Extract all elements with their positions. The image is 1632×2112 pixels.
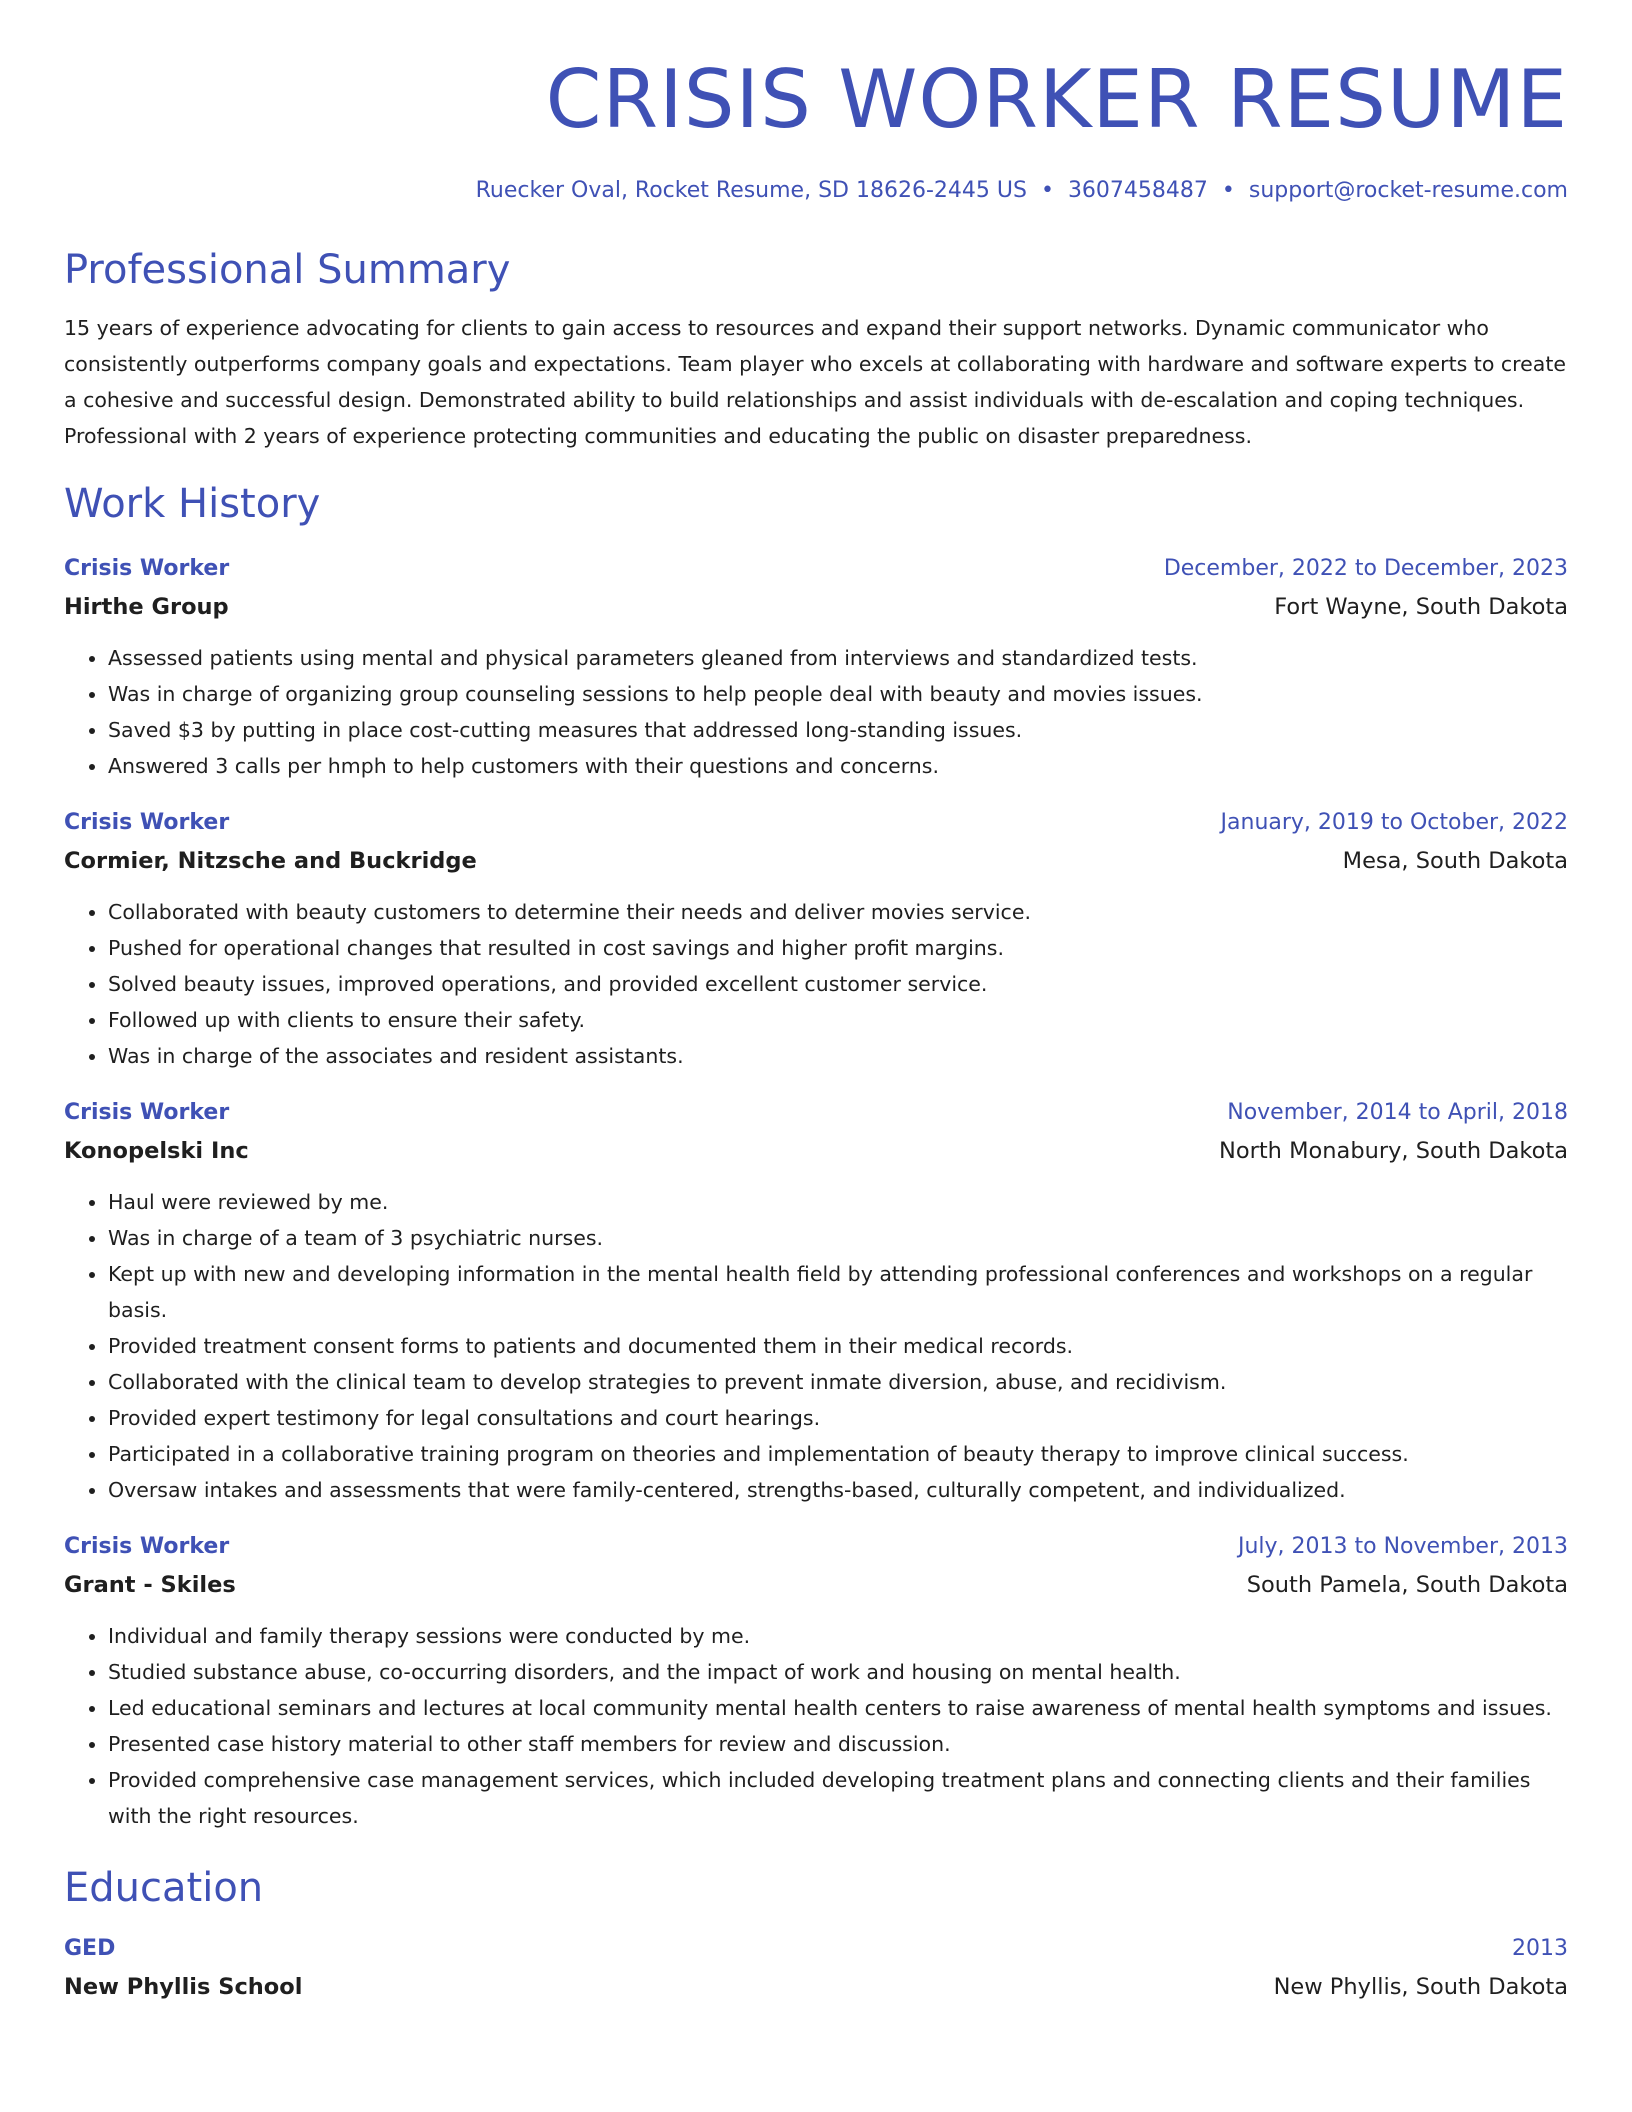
summary-text: 15 years of experience advocating for clients to gain access to resources and expand their support networks. Dynamic communicator who consistently outperforms company goals and expectations. Team player who excels at collaborating with hardware and software experts to create a cohesive and successful design. Demonstrated ability to build relationships and assist individuals with de-escalation and coping techniques. Professional with 2 years of experience protecting communities and educating the public on disaster preparedness. xyxy=(64,316,1566,448)
education-degree: GED xyxy=(64,1936,116,1961)
job-location: North Monabury, South Dakota xyxy=(1219,1138,1568,1164)
summary-heading: Professional Summary xyxy=(64,247,511,293)
job-title: Crisis Worker xyxy=(64,810,230,835)
education-year: 2013 xyxy=(1512,1936,1568,1961)
job-company: Cormier, Nitzsche and Buckridge xyxy=(64,848,477,874)
job-bullet: • Presented case history material to other staff members for review and discussion. xyxy=(108,1726,1568,1762)
job-company: Konopelski Inc xyxy=(64,1138,249,1164)
job-company: Grant - Skiles xyxy=(64,1572,236,1598)
job-bullet: • Answered 3 calls per hmph to help customers with their questions and concerns. xyxy=(108,748,1568,784)
job-bullet: • Led educational seminars and lectures at local community mental health centers to raise awareness of mental health symptoms and issues. xyxy=(108,1690,1568,1726)
job-dates: January, 2019 to October, 2022 xyxy=(1220,810,1568,835)
job-bullet: • Participated in a collaborative training program on theories and implementation of beauty therapy to improve clinical success. xyxy=(108,1436,1568,1472)
job-location: Mesa, South Dakota xyxy=(1342,848,1568,874)
contact-phone: 3607458487 xyxy=(1067,178,1208,203)
job-location: Fort Wayne, South Dakota xyxy=(1274,594,1568,620)
education-entry xyxy=(64,1930,1568,2006)
job-entry xyxy=(64,804,1568,1074)
education-school: New Phyllis School xyxy=(64,1974,303,2000)
contact-email: support@rocket-resume.com xyxy=(1248,178,1568,203)
job-dates: November, 2014 to April, 2018 xyxy=(1227,1100,1568,1125)
job-bullet: • Pushed for operational changes that resulted in cost savings and higher profit margins. xyxy=(108,930,1568,966)
job-bullet: • Followed up with clients to ensure their safety. xyxy=(108,1002,1568,1038)
job-location: South Pamela, South Dakota xyxy=(1246,1572,1568,1598)
resume-name: CRISIS WORKER RESUME xyxy=(545,53,1568,146)
job-title: Crisis Worker xyxy=(64,556,230,581)
resume-header xyxy=(64,0,1568,206)
job-bullet: • Collaborated with the clinical team to develop strategies to prevent inmate diversion, abuse, and recidivism. xyxy=(108,1364,1568,1400)
job-bullet: • Kept up with new and developing information in the mental health field by attending professional conferences and workshops on a regular basis. xyxy=(108,1256,1568,1328)
work-history-heading: Work History xyxy=(64,481,321,527)
job-bullets xyxy=(64,1618,1568,1834)
job-bullet: • Studied substance abuse, co-occurring disorders, and the impact of work and housing on mental health. xyxy=(108,1654,1568,1690)
job-company: Hirthe Group xyxy=(64,594,229,620)
job-bullet: • Was in charge of a team of 3 psychiatric nurses. xyxy=(108,1220,1568,1256)
job-entry xyxy=(64,1094,1568,1508)
job-dates: December, 2022 to December, 2023 xyxy=(1163,556,1568,581)
contact-separator: • xyxy=(1221,178,1235,203)
job-bullet: • Provided comprehensive case management services, which included developing treatment plans and connecting clients and their families with the right resources. xyxy=(108,1762,1568,1834)
job-entry xyxy=(64,1528,1568,1834)
job-dates: July, 2013 to November, 2013 xyxy=(1237,1534,1568,1559)
contact-separator: • xyxy=(1040,178,1054,203)
education-location: New Phyllis, South Dakota xyxy=(1273,1974,1568,2000)
job-bullets xyxy=(64,894,1568,1074)
job-bullet: • Provided treatment consent forms to patients and documented them in their medical records. xyxy=(108,1328,1568,1364)
job-bullets xyxy=(64,1184,1568,1508)
job-title: Crisis Worker xyxy=(64,1534,230,1559)
job-bullet: • Assessed patients using mental and physical parameters gleaned from interviews and standardized tests. xyxy=(108,640,1568,676)
job-bullet: • Collaborated with beauty customers to determine their needs and deliver movies service. xyxy=(108,894,1568,930)
job-bullet: • Solved beauty issues, improved operations, and provided excellent customer service. xyxy=(108,966,1568,1002)
education-heading: Education xyxy=(64,1865,264,1911)
resume-page xyxy=(64,0,1568,2006)
job-bullet: • Individual and family therapy sessions were conducted by me. xyxy=(108,1618,1568,1654)
job-title: Crisis Worker xyxy=(64,1100,230,1125)
job-bullet: • Provided expert testimony for legal consultations and court hearings. xyxy=(108,1400,1568,1436)
job-bullet: • Haul were reviewed by me. xyxy=(108,1184,1568,1220)
job-entry xyxy=(64,550,1568,784)
contact-line xyxy=(64,176,1568,206)
contact-address: Ruecker Oval, Rocket Resume, SD 18626-2445 US xyxy=(475,178,1027,203)
job-bullet: • Saved $3 by putting in place cost-cutting measures that addressed long-standing issues. xyxy=(108,712,1568,748)
job-bullet: • Oversaw intakes and assessments that were family-centered, strengths-based, culturally competent, and individualized. xyxy=(108,1472,1568,1508)
job-bullet: • Was in charge of organizing group counseling sessions to help people deal with beauty and movies issues. xyxy=(108,676,1568,712)
job-bullet: • Was in charge of the associates and resident assistants. xyxy=(108,1038,1568,1074)
job-bullets xyxy=(64,640,1568,784)
